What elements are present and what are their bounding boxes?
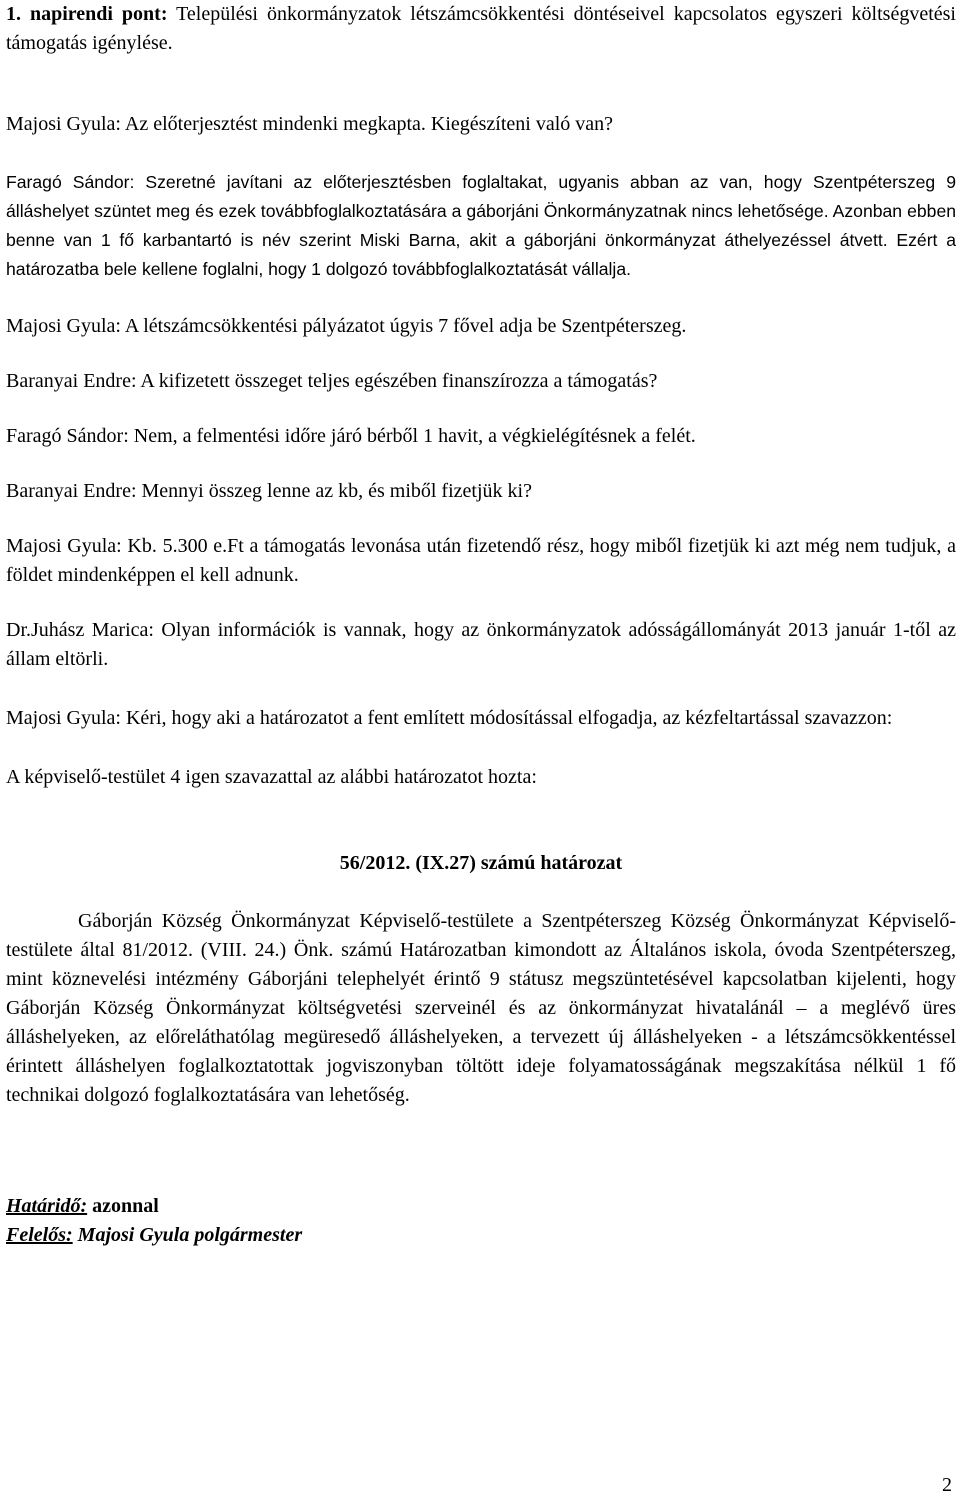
minutes-paragraph-5: Faragó Sándor: Nem, a felmentési időre járó bérből 1 havit, a végkielégítésnek a felét. — [6, 425, 696, 447]
minutes-paragraph-7: Majosi Gyula: Kb. 5.300 e.Ft a támogatás levonása után fizetendő rész, hogy miből fizetjük ki azt még nem tudjuk, a földet mindenképpen el kell adnunk. — [6, 535, 956, 586]
deadline-line — [6, 1192, 956, 1221]
resolution-body: Gáborján Község Önkormányzat Képviselő-testülete a Szentpéterszeg Község Önkormányzat Képviselő-testülete által 81/2012. (VIII. 24.) Önk. számú Határozatban kimondott az Általános iskola, óvoda Szentpéterszeg, mint köznevelési intézmény Gáborjáni telephelyét érintő 9 státusz megszüntetésével kapcsolatban kijelenti, hogy Gáborján Község Önkormányzat költségvetési szerveinél és az önkormányzat hivatalánál – a meglévő üres álláshelyeken, az előreláthatólag megüresedő álláshelyeken, a tervezett új álláshelyeken - a létszámcsökkentéssel érintett álláshelyen foglalkoztatottak jogviszonyban töltött ideje folyamatosságának megszakítása nélkül 1 fő technikai dolgozó foglalkoztatására van lehetőség. — [6, 910, 956, 1106]
minutes-paragraph-3: Majosi Gyula: A létszámcsökkentési pályázatot úgyis 7 fővel adja be Szentpéterszeg. — [6, 315, 687, 337]
minutes-paragraph-1: Majosi Gyula: Az előterjesztést mindenki megkapta. Kiegészíteni való van? — [6, 113, 614, 135]
deadline-label: Határidő: — [6, 1195, 88, 1217]
responsible-line — [6, 1221, 956, 1250]
minutes-paragraph-9: Majosi Gyula: Kéri, hogy aki a határozatot a fent említett módosítással elfogadja, az kézfeltartással szavazzon: — [6, 707, 893, 729]
minutes-paragraph-2-serif: Azonban ebben benne van 1 fő karbantartó is név szerint Miski Barna, akit a gáborjáni önkormányzat áthelyezéssel átvett. Ezért a határozatba bele kellene foglalni, hogy 1 dolgozó továbbfoglalkoztatását vállalja. — [6, 201, 957, 279]
agenda-title-text: Települési önkormányzatok létszámcsökkentési döntéseivel kapcsolatos egyszeri költségvetési támogatás igénylése. — [6, 3, 956, 54]
minutes-paragraph-2 — [6, 168, 956, 284]
minutes-paragraph-2-sans: Faragó Sándor: Szeretné javítani az előterjesztésben foglaltakat, ugyanis abban az van, hogy Szentpéterszeg 9 álláshelyet szüntet meg és ezek továbbfoglalkoztatására a gáborjáni Önkormányzatnak nincs lehetősége. — [6, 172, 956, 221]
minutes-paragraph-8: Dr.Juhász Marica: Olyan információk is vannak, hogy az önkormányzatok adósságállományát 2013 január 1-től az állam eltörli. — [6, 619, 956, 670]
minutes-paragraph-6: Baranyai Endre: Mennyi összeg lenne az kb, és miből fizetjük ki? — [6, 480, 532, 502]
responsible-value: Majosi Gyula polgármester — [72, 1224, 303, 1246]
page-number: 2 — [942, 1474, 952, 1496]
document-page — [6, 0, 956, 1250]
agenda-heading — [6, 0, 956, 58]
minutes-paragraph-4: Baranyai Endre: A kifizetett összeget teljes egészében finanszírozza a támogatás? — [6, 370, 658, 392]
minutes-paragraph-10: A képviselő-testület 4 igen szavazattal az alábbi határozatot hozta: — [6, 766, 537, 788]
resolution-title: 56/2012. (IX.27) számú határozat — [339, 852, 623, 874]
deadline-value: azonnal — [87, 1195, 159, 1217]
responsible-label: Felelős: — [6, 1224, 73, 1246]
agenda-title-label: 1. napirendi pont: — [6, 3, 168, 25]
